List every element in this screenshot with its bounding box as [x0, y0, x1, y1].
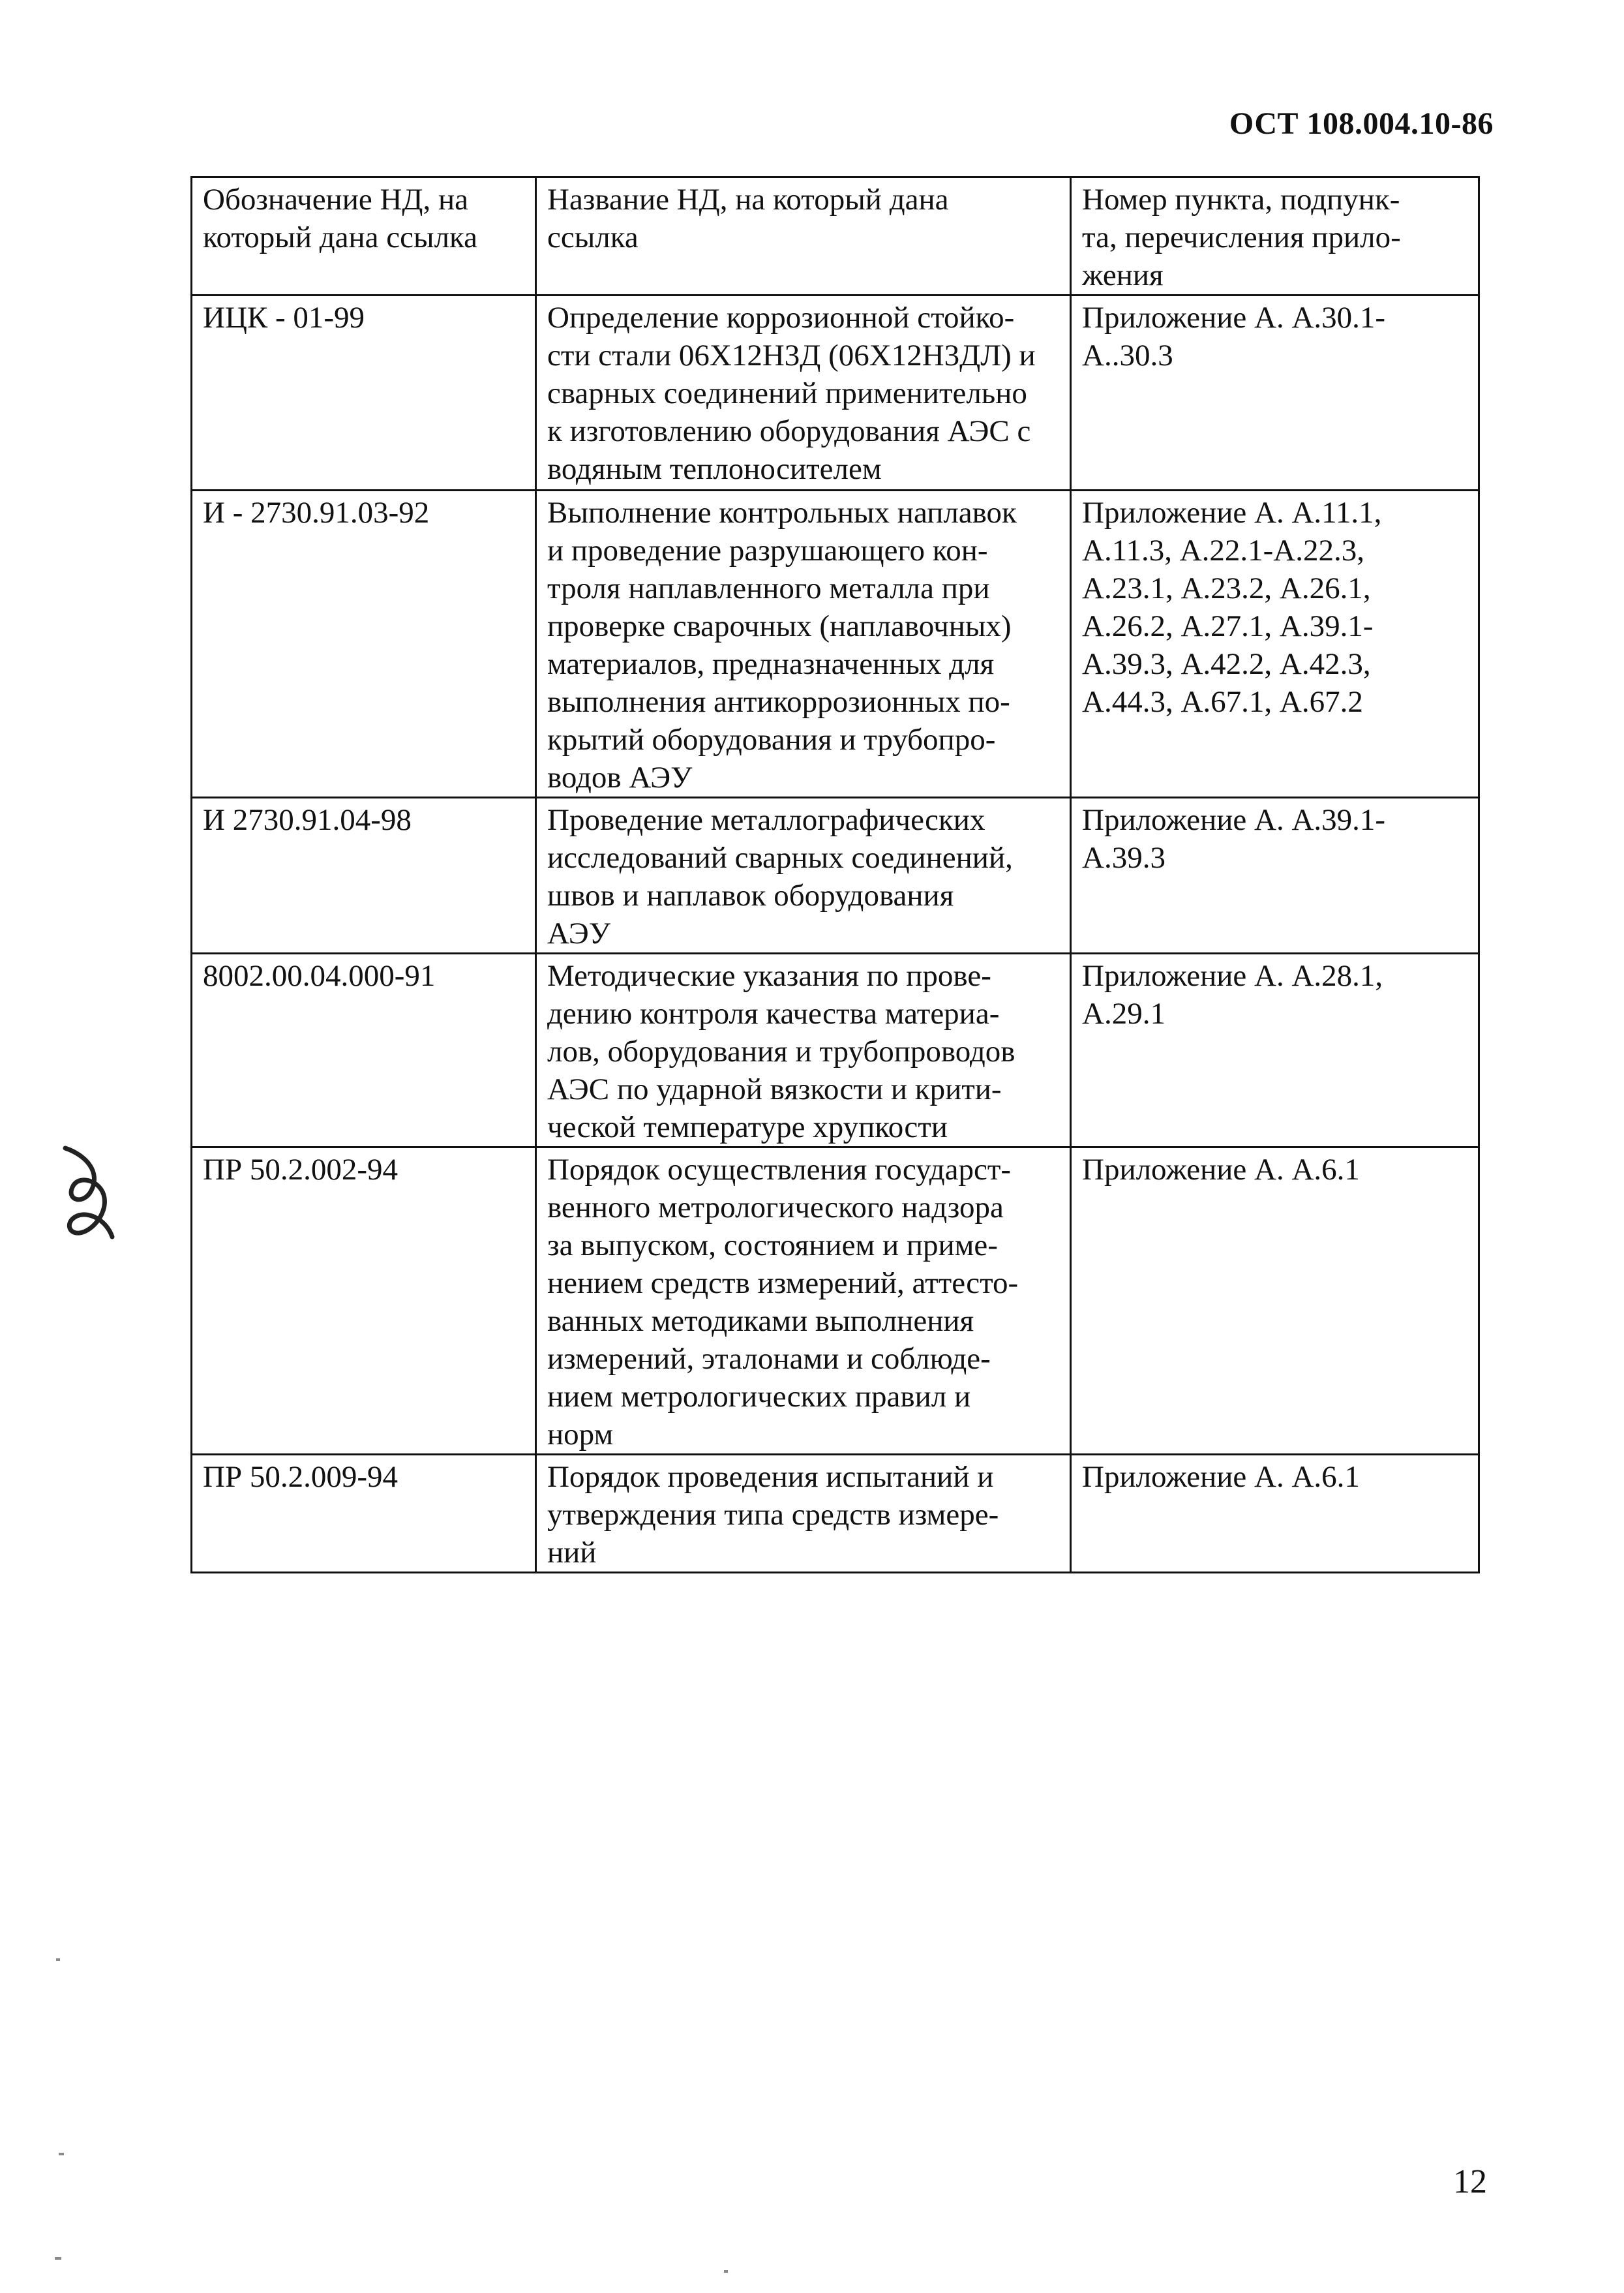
cell-line: венного метрологического надзора — [547, 1191, 1004, 1224]
cell-line: ванных методиками выполнения — [547, 1304, 974, 1338]
cell-line: ИЦК - 01-99 — [203, 301, 365, 335]
cell-line: Выполнение контрольных наплавок — [547, 496, 1017, 530]
table-row — [192, 1147, 1479, 1455]
cell-designation — [192, 954, 536, 1147]
cell-designation — [192, 296, 536, 491]
cell-line: за выпуском, состоянием и приме- — [547, 1228, 998, 1262]
cell-line: А.39.3 — [1082, 841, 1165, 875]
cell-line: ний — [547, 1536, 597, 1570]
cell-line: Приложение А. А.30.1- — [1082, 301, 1386, 335]
cell-clause — [1071, 491, 1479, 798]
cell-line: та, перечисления прило- — [1082, 220, 1401, 254]
scan-speck — [59, 2153, 64, 2155]
cell-title — [536, 491, 1071, 798]
cell-line: Приложение А. А.6.1 — [1082, 1153, 1360, 1187]
cell-line: швов и наплавок оборудования — [547, 879, 954, 913]
header-cell-designation — [192, 177, 536, 296]
document-code: ОСТ 108.004.10-86 — [1229, 106, 1494, 141]
cell-clause — [1071, 798, 1479, 954]
cell-line: АЭС по ударной вязкости и крити- — [547, 1072, 1002, 1106]
cell-line: Методические указания по прове- — [547, 959, 991, 993]
cell-line: и проведение разрушающего кон- — [547, 534, 988, 568]
table-header-row — [192, 177, 1479, 296]
cell-line: А.44.3, А.67.1, А.67.2 — [1082, 685, 1363, 719]
cell-line: к изготовлению оборудования АЭС с — [547, 414, 1031, 448]
cell-line: И - 2730.91.03-92 — [203, 496, 430, 530]
table-row — [192, 954, 1479, 1147]
cell-line: лов, оборудования и трубопроводов — [547, 1035, 1015, 1069]
table-row — [192, 491, 1479, 798]
cell-line: ческой температуре хрупкости — [547, 1110, 948, 1144]
cell-line: ПР 50.2.002-94 — [203, 1153, 398, 1187]
cell-clause — [1071, 1455, 1479, 1573]
cell-clause — [1071, 296, 1479, 491]
cell-line: А.39.3, А.42.2, А.42.3, — [1082, 647, 1371, 681]
cell-line: сварных соединений применительно — [547, 376, 1027, 410]
cell-title — [536, 1147, 1071, 1455]
handwritten-margin-mark — [39, 1135, 124, 1246]
cell-line: дению контроля качества материа- — [547, 997, 1000, 1031]
cell-line: А.11.3, А.22.1-А.22.3, — [1082, 534, 1364, 568]
cell-line: А.23.1, А.23.2, А.26.1, — [1082, 571, 1371, 605]
cell-line: троля наплавленного металла при — [547, 571, 990, 605]
cell-line: А.29.1 — [1082, 997, 1165, 1031]
cell-title — [536, 954, 1071, 1147]
cell-title — [536, 296, 1071, 491]
cell-designation — [192, 491, 536, 798]
cell-line: Приложение А. А.28.1, — [1082, 959, 1383, 993]
cell-line: выполнения антикоррозионных по- — [547, 685, 1010, 719]
cell-line: измерений, эталонами и соблюде- — [547, 1342, 991, 1376]
scan-speck — [724, 2270, 728, 2273]
cell-line: Номер пункта, подпунк- — [1082, 183, 1400, 217]
cell-line: жения — [1082, 258, 1164, 292]
cell-line: материалов, предназначенных для — [547, 647, 995, 681]
cell-line: Приложение А. А.6.1 — [1082, 1460, 1360, 1494]
cell-line: проверке сварочных (наплавочных) — [547, 609, 1012, 643]
header-cell-clause — [1071, 177, 1479, 296]
cell-line: водяным теплоносителем — [547, 452, 882, 486]
cell-line: норм — [547, 1418, 614, 1451]
cell-line: Обозначение НД, на — [203, 183, 468, 217]
cell-designation — [192, 1147, 536, 1455]
scan-speck — [55, 2257, 61, 2260]
cell-line: Порядок проведения испытаний и — [547, 1460, 994, 1494]
cell-line: сти стали 06Х12Н3Д (06Х12Н3ДЛ) и — [547, 339, 1036, 372]
cell-line: Приложение А. А.39.1- — [1082, 803, 1386, 837]
cell-line: который дана ссылка — [203, 220, 478, 254]
references-table — [190, 176, 1480, 1573]
header-cell-title — [536, 177, 1071, 296]
cell-designation — [192, 798, 536, 954]
cell-line: ПР 50.2.009-94 — [203, 1460, 398, 1494]
cell-line: нением средств измерений, аттесто- — [547, 1266, 1019, 1300]
cell-title — [536, 1455, 1071, 1573]
cell-line: АЭУ — [547, 917, 611, 950]
cell-line: Приложение А. А.11.1, — [1082, 496, 1382, 530]
table-row — [192, 1455, 1479, 1573]
cell-line: Проведение металлографических — [547, 803, 985, 837]
cell-line: Порядок осуществления государст- — [547, 1153, 1012, 1187]
cell-clause — [1071, 1147, 1479, 1455]
cell-line: ссылка — [547, 220, 639, 254]
cell-line: Определение коррозионной стойко- — [547, 301, 1015, 335]
cell-line: исследований сварных соединений, — [547, 841, 1013, 875]
cell-clause — [1071, 954, 1479, 1147]
cell-line: 8002.00.04.000-91 — [203, 959, 436, 993]
cell-line: А.26.2, А.27.1, А.39.1- — [1082, 609, 1374, 643]
cell-line: Название НД, на который дана — [547, 183, 949, 217]
cell-designation — [192, 1455, 536, 1573]
cell-title — [536, 798, 1071, 954]
references-table-body — [192, 177, 1479, 1573]
cell-line: крытий оборудования и трубопро- — [547, 723, 996, 757]
cell-line: водов АЭУ — [547, 761, 693, 795]
scan-speck — [56, 1958, 60, 1961]
cell-line: нием метрологических правил и — [547, 1380, 971, 1414]
table-row — [192, 296, 1479, 491]
cell-line: И 2730.91.04-98 — [203, 803, 412, 837]
page-number: 12 — [1453, 2163, 1487, 2200]
cell-line: утверждения типа средств измере- — [547, 1498, 999, 1532]
table-row — [192, 798, 1479, 954]
cell-line: А..30.3 — [1082, 339, 1173, 372]
